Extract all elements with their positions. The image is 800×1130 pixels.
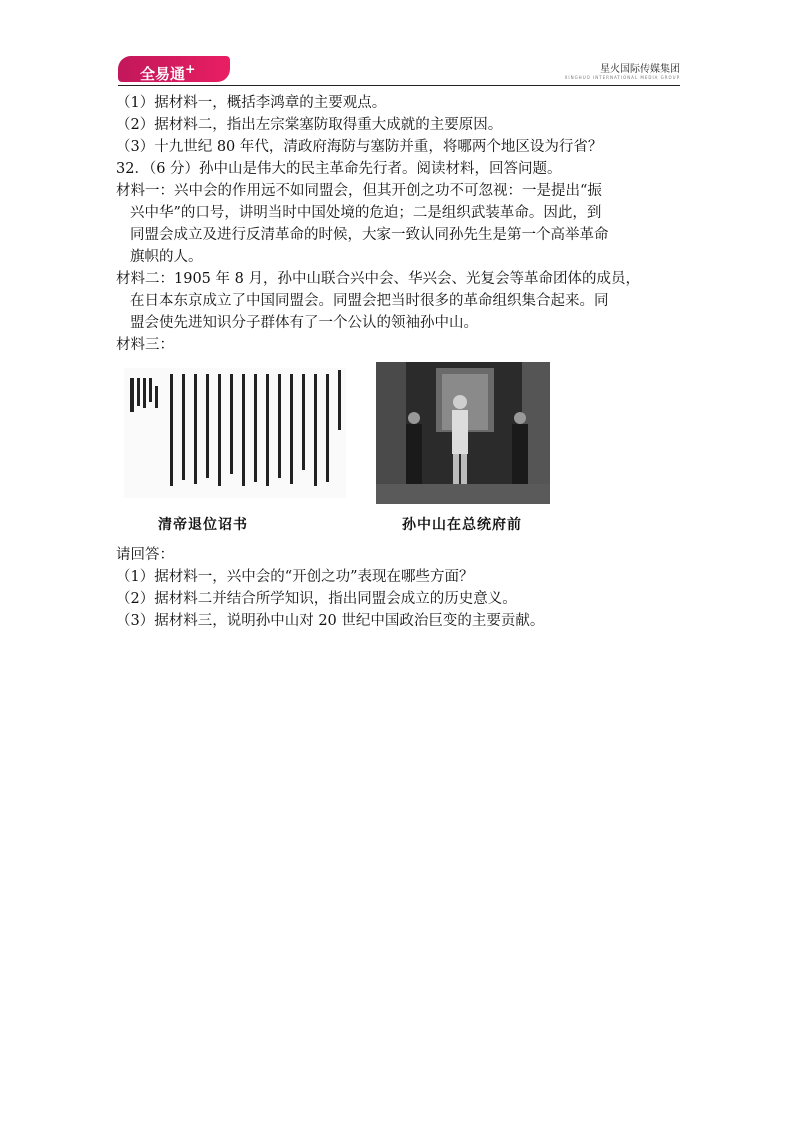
page-header bbox=[118, 56, 680, 84]
material-line: 在日本东京成立了中国同盟会。同盟会把当时很多的革命组织集合起来。同 bbox=[130, 293, 609, 309]
page-content bbox=[116, 92, 686, 632]
logo-text: 全易通 bbox=[140, 65, 186, 83]
abdication-edict-image bbox=[124, 368, 346, 498]
brand-block bbox=[565, 60, 680, 80]
figure-caption-edict: 清帝退位诏书 bbox=[158, 517, 248, 533]
figure-caption-photo: 孙中山在总统府前 bbox=[402, 517, 522, 533]
material-line: 材料一：兴中会的作用远不如同盟会，但其开创之功不可忽视：一是提出“振 bbox=[116, 183, 602, 199]
question-32-stem: 32．（6 分）孙中山是伟大的民主革命先行者。阅读材料，回答问题。 bbox=[116, 161, 562, 177]
sun-yatsen-photo bbox=[376, 362, 550, 504]
sub-question: （3）据材料三，说明孙中山对 20 世纪中国政治巨变的主要贡献。 bbox=[116, 613, 545, 629]
brand-name: 星火国际传媒集团 bbox=[600, 64, 680, 75]
material-line: 同盟会成立及进行反清革命的时候，大家一致认同孙先生是第一个高举革命 bbox=[130, 227, 609, 243]
brand-subtitle: XINGHUO INTERNATIONAL MEDIA GROUP bbox=[564, 75, 680, 80]
material-3-figures bbox=[116, 362, 686, 544]
sub-question: （2）据材料二并结合所学知识，指出同盟会成立的历史意义。 bbox=[116, 591, 517, 607]
material-2 bbox=[116, 268, 686, 334]
question-line: （1）据材料一，概括李鸿章的主要观点。 bbox=[116, 95, 387, 111]
sub-question: （1）据材料一，兴中会的“开创之功”表现在哪些方面？ bbox=[116, 569, 474, 585]
answer-prompt: 请回答： bbox=[116, 547, 174, 563]
material-line: 旗帜的人。 bbox=[130, 249, 203, 265]
material-line: 盟会使先进知识分子群体有了一个公认的领袖孙中山。 bbox=[130, 315, 478, 331]
publisher-logo: 全易通+ bbox=[118, 56, 230, 82]
material-line: 兴中华”的口号，讲明当时中国处境的危迫；二是组织武装革命。因此，到 bbox=[130, 205, 602, 221]
material-line: 材料二：1905 年 8 月，孙中山联合兴中会、华兴会、光复会等革命团体的成员， bbox=[116, 271, 640, 287]
material-3-label: 材料三： bbox=[116, 337, 174, 353]
question-line: （3）十九世纪 80 年代，清政府海防与塞防并重，将哪两个地区设为行省？ bbox=[116, 139, 603, 155]
header-rule bbox=[118, 85, 680, 86]
material-1 bbox=[116, 180, 686, 268]
question-line: （2）据材料二，指出左宗棠塞防取得重大成就的主要原因。 bbox=[116, 117, 503, 133]
